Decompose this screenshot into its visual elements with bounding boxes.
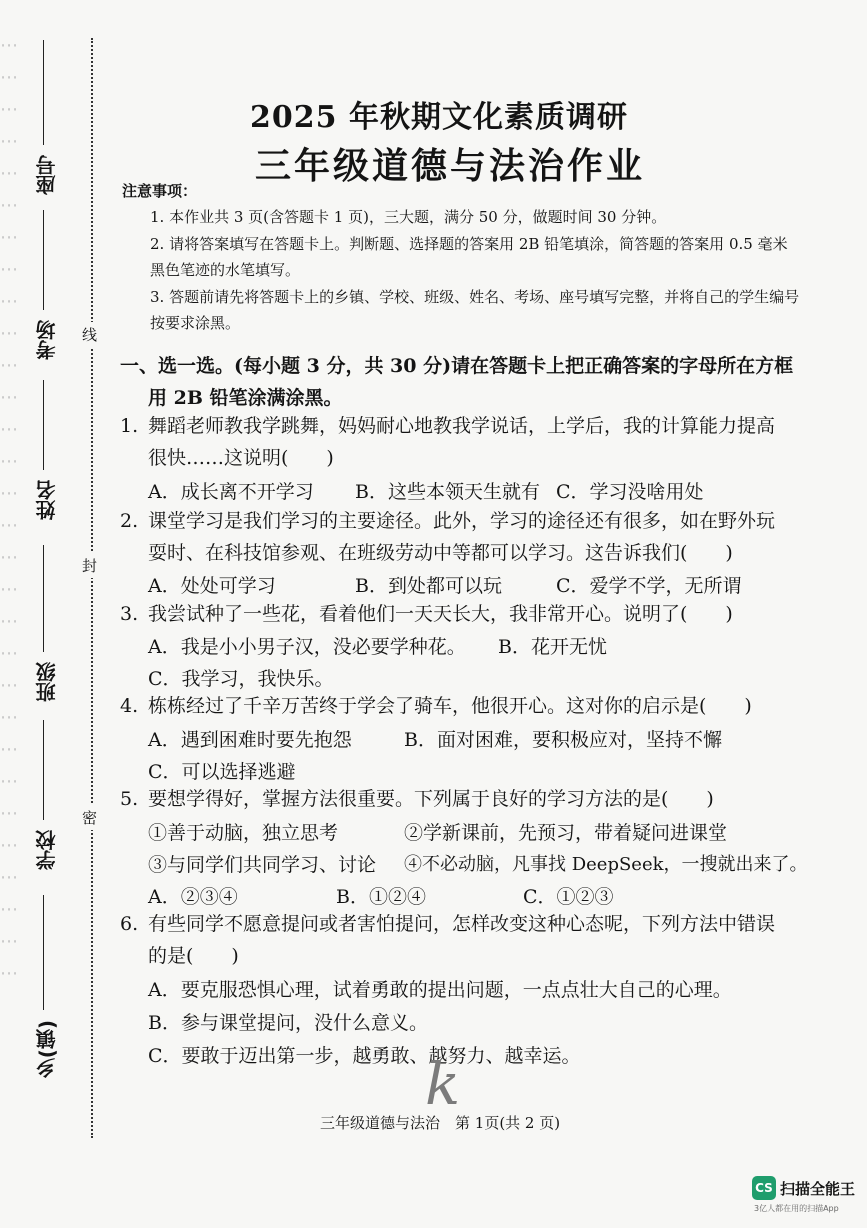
question-number: 6. — [120, 913, 139, 935]
statement-item: ④不必动脑，凡事找 DeepSeek，一搜就出来了。 — [404, 854, 808, 875]
option-c[interactable]: C．①②③ — [523, 886, 614, 908]
option-a[interactable]: A．处处可学习 — [148, 575, 276, 597]
option-c[interactable]: C．要敢于迈出第一步，越勇敢、越努力、越幸运。 — [148, 1045, 581, 1067]
class-line — [43, 545, 44, 652]
option-b[interactable]: B．参与课堂提问，没什么意义。 — [148, 1012, 428, 1034]
name-line — [43, 380, 44, 470]
seal-word-line: 线 — [82, 322, 97, 347]
option-a[interactable]: A．②③④ — [148, 886, 238, 908]
question-number: 4. — [120, 695, 139, 717]
question-stem: 舞蹈老师教我学跳舞，妈妈耐心地教我学说话，上学后，我的计算能力提高 — [148, 415, 776, 437]
question-stem: 我尝试种了一些花，看着他们一天天长大，我非常开心。说明了( ) — [148, 603, 733, 625]
question-3 — [120, 598, 800, 630]
note-item: 3. 答题前请先将答题卡上的乡镇、学校、班级、姓名、考场、座号填写完整，并将自己的学生编号按要求涂黑。 — [150, 288, 800, 332]
question-number: 3. — [120, 603, 139, 625]
question-number: 5. — [120, 788, 139, 810]
subject-title: 三年级道德与法治作业 — [255, 145, 646, 187]
question-stem: 有些同学不愿意提问或者害怕提问，怎样改变这种心态呢，下列方法中错误 — [148, 913, 776, 935]
option-b[interactable]: B．面对困难，要积极应对，坚持不懈 — [404, 729, 722, 751]
note-item: 1. 本作业共 3 页(含答题卡 1 页)，三大题，满分 50 分，做题时间 30 分钟。 — [150, 208, 667, 226]
option-b[interactable]: B．花开无忧 — [498, 636, 607, 658]
handwritten-k-mark: k — [425, 1050, 461, 1118]
statement-item: ②学新课前，先预习，带着疑问进课堂 — [404, 822, 728, 844]
township-label: 乡(镇) — [35, 1020, 59, 1079]
option-b[interactable]: B．这些本领天生就有 — [355, 481, 540, 503]
option-b[interactable]: B．①②④ — [336, 886, 426, 908]
section-heading — [120, 350, 810, 414]
scanner-slogan: 3亿人都在用的扫描App — [754, 1204, 839, 1213]
question-1 — [120, 410, 800, 474]
statement-item: ①善于动脑，独立思考 — [148, 822, 339, 844]
township-line — [43, 895, 44, 1010]
option-c[interactable]: C．可以选择逃避 — [148, 761, 296, 783]
school-line — [43, 720, 44, 820]
binding-strip — [18, 40, 98, 1130]
question-stem-cont: 的是( ) — [148, 945, 239, 967]
option-a[interactable]: A．要克服恐惧心理，试着勇敢的提出问题，一点点壮大自己的心理。 — [148, 979, 732, 1001]
question-stem: 栋栋经过了千辛万苦终于学会了骑车，他很开心。这对你的启示是( ) — [148, 695, 752, 717]
question-4 — [120, 690, 800, 722]
name-label: 姓名 — [35, 480, 59, 520]
option-c[interactable]: C．我学习，我快乐。 — [148, 668, 334, 690]
option-a[interactable]: A．遇到困难时要先抱怨 — [148, 729, 352, 751]
section-heading-line2: 用 2B 铅笔涂满涂黑。 — [148, 387, 343, 409]
page-footer: 三年级道德与法治 第 1页(共 2 页) — [320, 1114, 561, 1132]
camscanner-logo-icon: CS — [752, 1176, 776, 1200]
seat-number-line — [43, 40, 44, 145]
question-5 — [120, 783, 800, 815]
option-c[interactable]: C．学习没啥用处 — [556, 481, 704, 503]
question-6 — [120, 908, 800, 972]
exam-room-line — [43, 210, 44, 310]
option-a[interactable]: A．成长离不开学习 — [148, 481, 314, 503]
school-label: 学校 — [35, 830, 59, 870]
question-number: 2. — [120, 510, 139, 532]
section-heading-line1: 一、选一选。(每小题 3 分，共 30 分)请在答题卡上把正确答案的字母所在方框 — [120, 355, 794, 377]
question-stem: 课堂学习是我们学习的主要途径。此外，学习的途径还有很多，如在野外玩 — [148, 510, 776, 532]
option-b[interactable]: B．到处都可以玩 — [355, 575, 502, 597]
seat-number-label: 座号 — [35, 155, 59, 195]
seal-word-seal: 封 — [82, 553, 97, 578]
statement-item: ③与同学们共同学习、讨论 — [148, 854, 377, 876]
question-2 — [120, 505, 800, 569]
question-stem-cont: 很快……这说明( ) — [148, 447, 334, 469]
scanner-brand: 扫描全能王 — [780, 1180, 856, 1198]
question-stem-cont: 耍时、在科技馆参观、在班级劳动中等都可以学习。这告诉我们( ) — [148, 542, 733, 564]
note-item: 2. 请将答案填写在答题卡上。判断题、选择题的答案用 2B 铅笔填涂，简答题的答案用 0.5 毫米黑色笔迹的水笔填写。 — [150, 235, 788, 279]
question-stem: 要想学得好，掌握方法很重要。下列属于良好的学习方法的是( ) — [148, 788, 714, 810]
seal-word-secret: 密 — [82, 805, 97, 830]
bleed-through-left: ⋯ ⋯ ⋯ ⋯ ⋯ ⋯ ⋯ ⋯ ⋯ ⋯ ⋯ ⋯ ⋯ ⋯ ⋯ ⋯ ⋯ ⋯ ⋯ ⋯ ⋯ ⋯ ⋯ ⋯ ⋯ ⋯ ⋯ ⋯ ⋯ ⋯ — [0, 35, 18, 984]
seal-dotted-line — [91, 38, 93, 1138]
notes-heading: 注意事项： — [122, 182, 198, 200]
exam-room-label: 考场 — [35, 320, 59, 360]
option-a[interactable]: A．我是小小男子汉，没必要学种花。 — [148, 636, 466, 658]
class-label: 班级 — [35, 662, 59, 702]
question-number: 1. — [120, 415, 139, 437]
exam-title: 2025 年秋期文化素质调研 — [250, 100, 628, 135]
option-c[interactable]: C．爱学不学，无所谓 — [556, 575, 742, 597]
